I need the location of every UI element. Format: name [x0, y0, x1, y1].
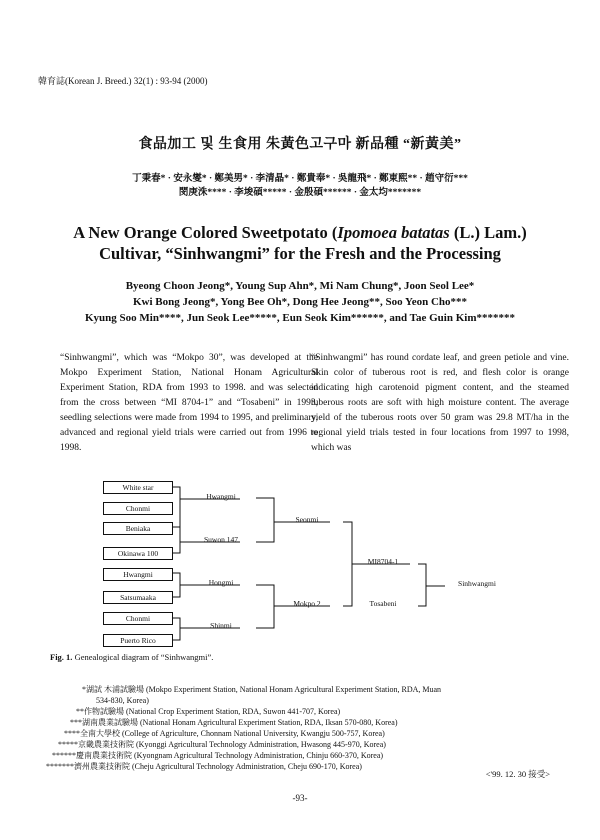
english-title-line2: Cultivar, “Sinhwangmi” for the Fresh and the Processing: [99, 244, 501, 263]
journal-citation: 韓育誌(Korean J. Breed.) 32(1) : 93-94 (2000): [38, 76, 208, 86]
parent-white-star: White star: [103, 481, 173, 494]
page-number: -93-: [292, 793, 308, 803]
node-seonmi: Seonmi: [295, 515, 319, 524]
body-text-right: “Sinhwangmi” has round cordate leaf, and green petiole and vine. Skin color of tuberous root is red, and flesh color is orange indicating high carotenoid pigment content, and the steamed tuberous roots are soft with high moisture content. The average yield of the tuberous roots over 50 gram was 29.8 MT/ha in the regional yield trials tested in four locations from 1997 to 1998, which was: [311, 353, 569, 453]
species-name: Ipomoea batatas: [337, 223, 450, 242]
footnote: 534-830, Korea): [96, 696, 149, 705]
footnote: ***湖南農業試驗場 (National Honam Agricultural Experiment Station, RDA, Iksan 570-080, Korea): [70, 718, 398, 727]
body-text-left: “Sinhwangmi”, which was “Mokpo 30”, was developed at the Mokpo Experiment Station, National Honam Agricultural Experiment Station, RDA from 1993 to 1998. and was selected from the cross between “MI 8704-1” and “Tosabeni” in 1993, seedling selections were made from 1994 to 1995, and preliminary, advanced and regional yield trials were carried out from 1996 to 1998.: [60, 353, 318, 453]
footnotes: [30, 684, 550, 772]
node-mokpo-2: Mokpo 2: [293, 599, 321, 608]
node-shinmi: Shinmi: [210, 621, 232, 630]
node-suwon-147: Suwon 147: [204, 535, 238, 544]
parent-beniaka: Beniaka: [103, 522, 173, 535]
footnote: ******慶南農業技術院 (Kyongnam Agricultural Technology Administration, Chinju 660-370, Korea): [52, 751, 384, 760]
received-date: <'99. 12. 30 接受>: [485, 769, 550, 779]
footnote: **作物試驗場 (National Crop Experiment Station, RDA, Suwon 441-707, Korea): [76, 707, 341, 716]
korean-authors: [60, 172, 540, 200]
figure-caption: [50, 652, 213, 662]
footnote: *****京畿農業技術院 (Kyonggi Agricultural Technology Administration, Hwasong 445-970, Korea): [58, 740, 386, 749]
footnote: ****全南大學校 (College of Agriculture, Chonnam National University, Kwangju 500-757, Korea): [64, 729, 385, 738]
footnote: *湖試 木浦試驗場 (Mokpo Experiment Station, National Honam Agricultural Experiment Station, RDA, Muan: [82, 685, 442, 694]
english-authors-line: Byeong Choon Jeong*, Young Sup Ahn*, Mi Nam Chung*, Joon Seol Lee*: [125, 280, 475, 292]
parent-hwangmi: Hwangmi: [103, 568, 173, 581]
english-title: [40, 222, 560, 264]
korean-title: 食品加工 및 生食用 朱黃色고구마 新品種 “新黃美”: [138, 137, 462, 152]
english-authors-line: Kwi Bong Jeong*, Yong Bee Oh*, Dong Hee Jeong**, Soo Yeon Cho***: [132, 296, 468, 308]
parent-chonmi-2: Chonmi: [103, 612, 173, 625]
english-authors: [40, 278, 560, 326]
figure-caption-text: Genealogical diagram of “Sinhwangmi”.: [72, 652, 214, 662]
parent-puerto-rico: Puerto Rico: [103, 634, 173, 647]
diagram-lines: [0, 470, 600, 650]
node-tosabeni: Tosabeni: [369, 599, 397, 608]
title-text: (L.) Lam.): [449, 223, 527, 242]
parent-chonmi: Chonmi: [103, 502, 173, 515]
korean-authors-line: 閔庚洙**** · 李埈碩***** · 金殷碩****** · 金太均*******: [178, 188, 422, 198]
title-text: A New Orange Colored Sweetpotato (: [73, 223, 338, 242]
figure-label: Fig. 1.: [50, 652, 73, 662]
node-hongmi: Hongmi: [208, 578, 234, 587]
node-sinhwangmi: Sinhwangmi: [458, 579, 496, 588]
parent-okinawa-100: Okinawa 100: [103, 547, 173, 560]
english-title-line1: [40, 222, 560, 243]
korean-authors-line: 丁秉春* · 安永燮* · 鄭美男* · 李清晶* · 鄭貴奉* · 吳龍飛* · 鄭東熙** · 趙守衍***: [132, 174, 468, 184]
node-mi8704-1: MI8704-1: [367, 557, 399, 566]
english-authors-line: Kyung Soo Min****, Jun Seok Lee*****, Eun Seok Kim******, and Tae Guin Kim*******: [84, 312, 515, 324]
parent-satsumaaka: Satsumaaka: [103, 591, 173, 604]
footnote: *******濟州農業技術院 (Cheju Agricultural Technology Administration, Cheju 690-170, Korea): [46, 762, 362, 771]
genealogical-diagram: [0, 470, 600, 650]
node-hwangmi: Hwangmi: [206, 492, 236, 501]
